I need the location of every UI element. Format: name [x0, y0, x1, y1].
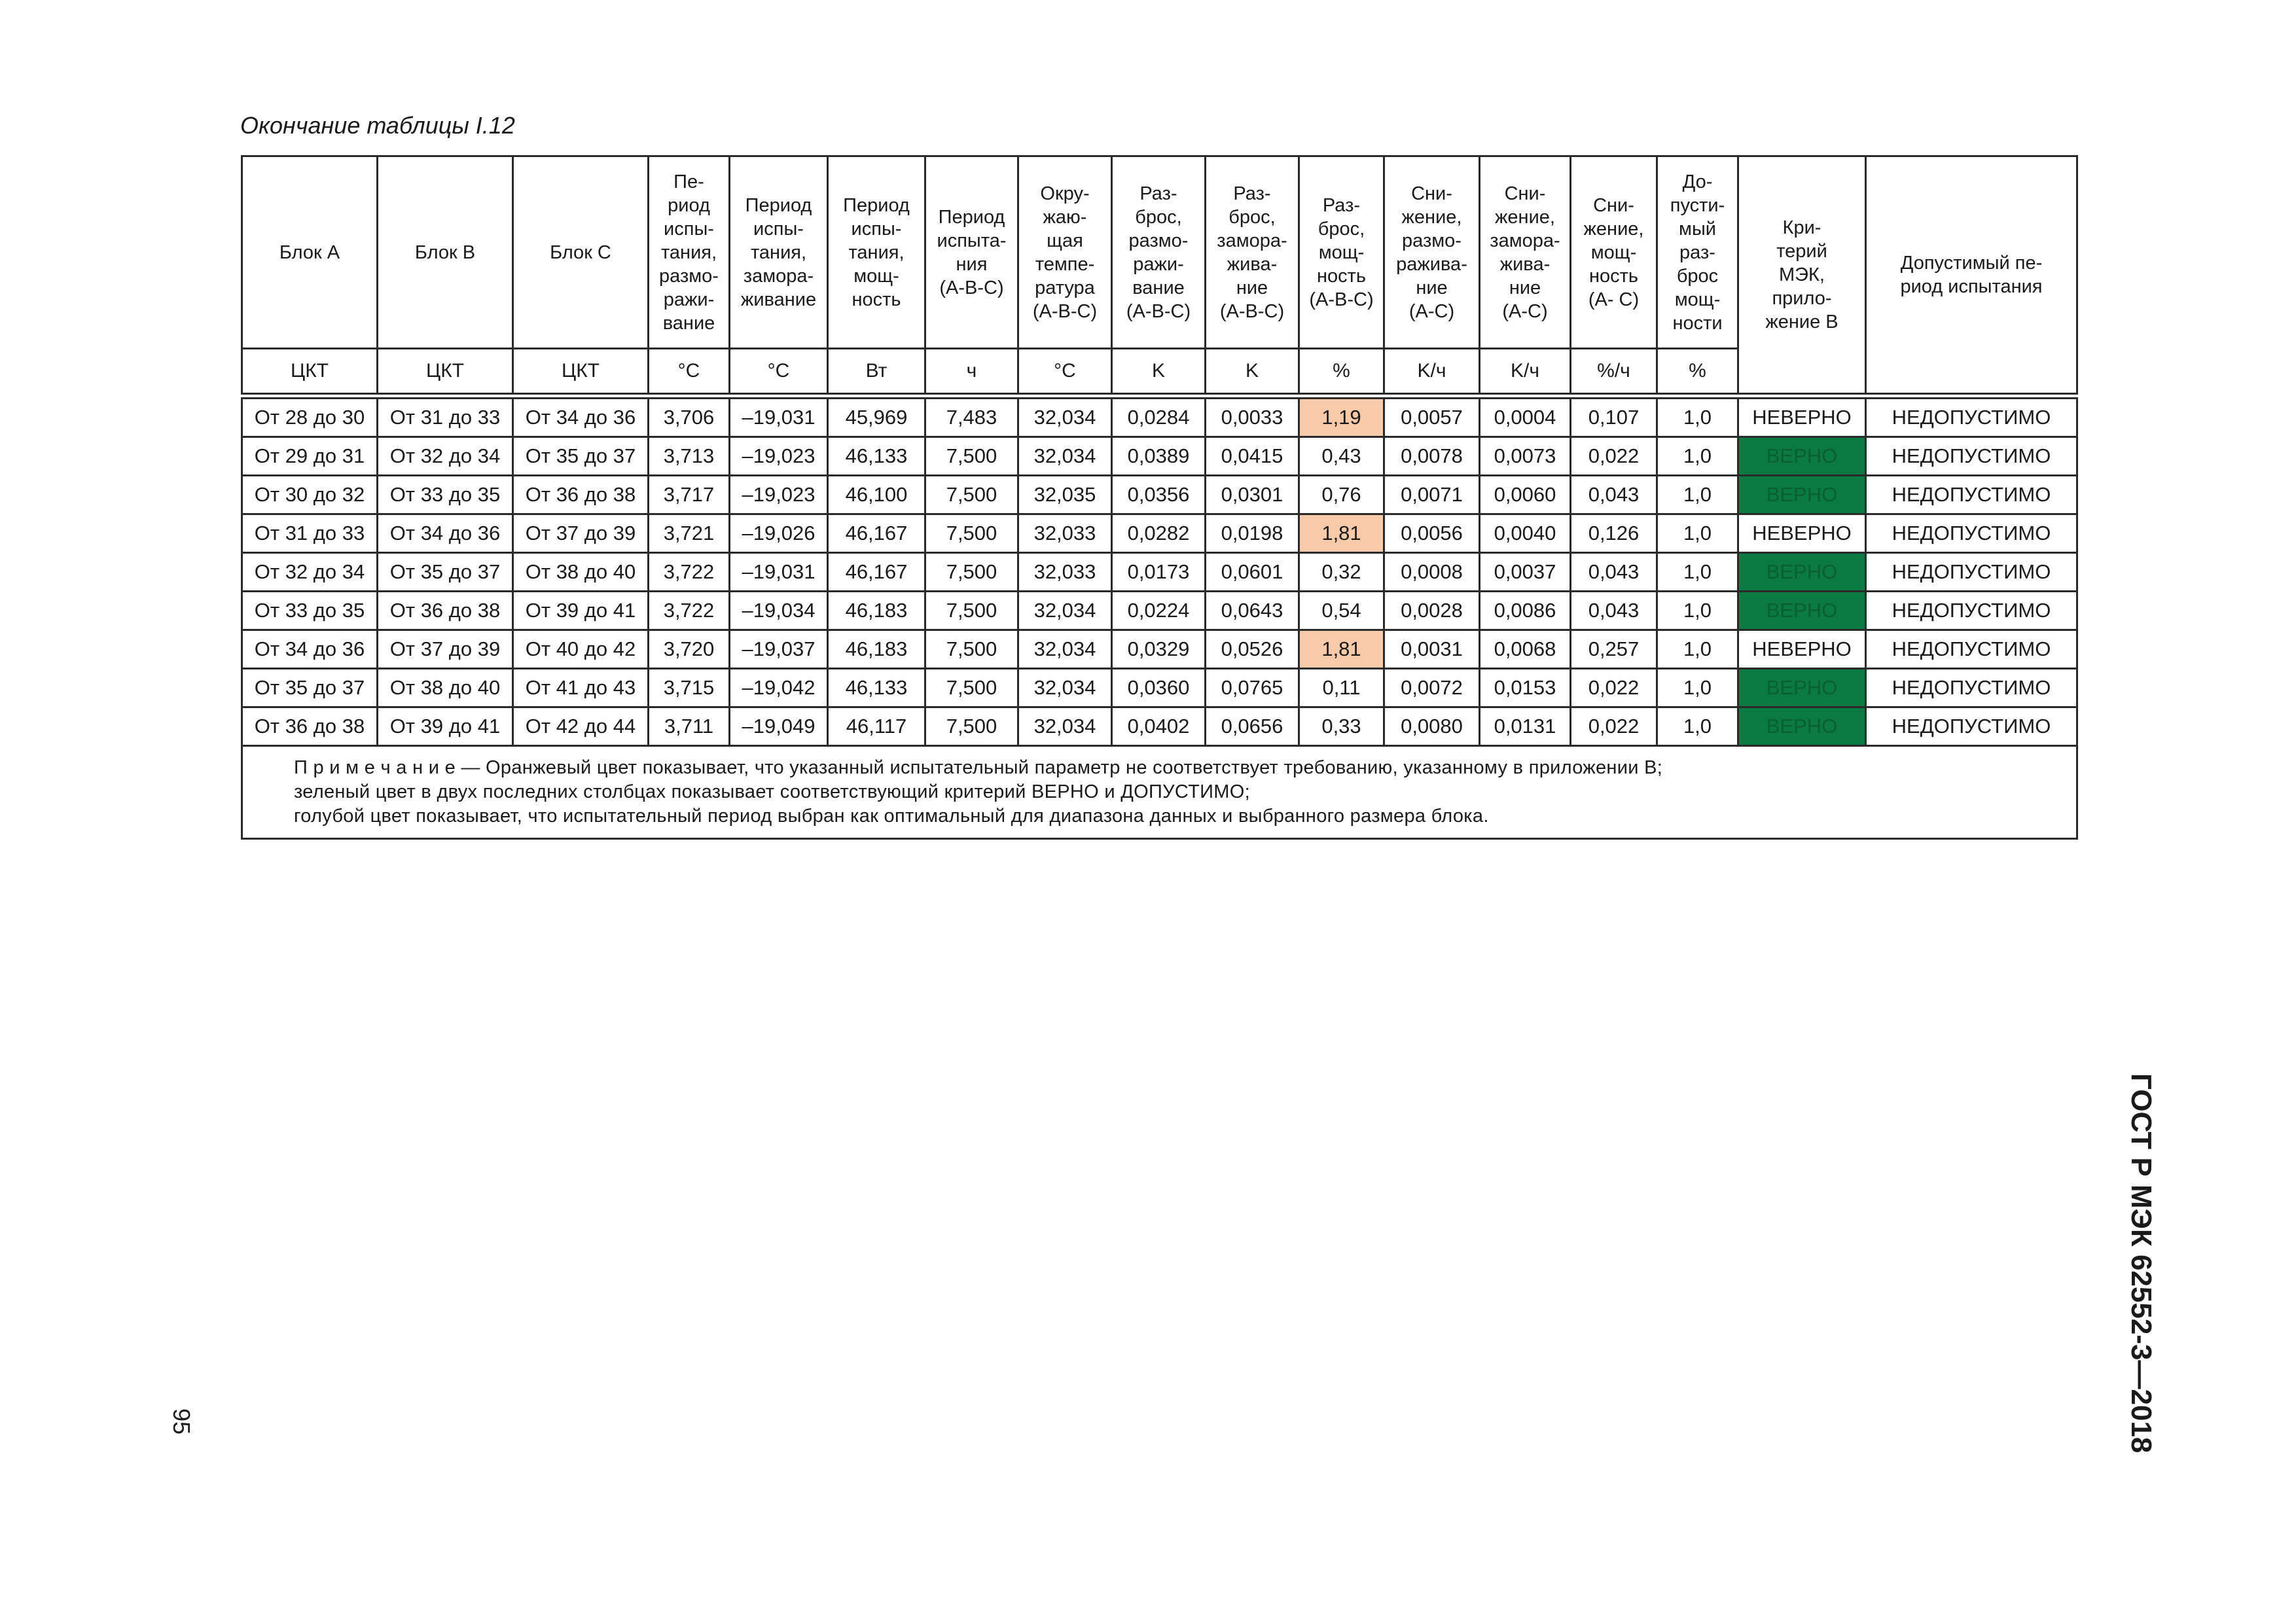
note-cell: [242, 746, 2077, 839]
table-cell: 1,0: [1657, 399, 1738, 437]
table-cell: ВЕРНО: [1738, 707, 1866, 746]
table-cell: 1,81: [1299, 630, 1384, 669]
table-cell: НЕДОПУСТИМО: [1866, 669, 2077, 707]
table-cell: 1,0: [1657, 669, 1738, 707]
table-cell: 1,81: [1299, 514, 1384, 553]
table-cell: 3,713: [649, 437, 730, 476]
unit-cell: ЦКТ: [242, 349, 378, 394]
table-cell: 7,500: [925, 630, 1018, 669]
table-cell: 0,0037: [1480, 553, 1571, 592]
table-cell: НЕДОПУСТИМО: [1866, 630, 2077, 669]
table-cell: ВЕРНО: [1738, 437, 1866, 476]
table-cell: От 41 до 43: [513, 669, 649, 707]
table-cell: –19,023: [730, 437, 828, 476]
header-cell: Допустимый пе- риод испытания: [1866, 156, 2077, 394]
header-cell: Блок C: [513, 156, 649, 349]
table-cell: 0,0301: [1206, 476, 1299, 514]
table-cell: 0,0033: [1206, 399, 1299, 437]
table-cell: От 34 до 36: [242, 630, 378, 669]
table-cell: От 28 до 30: [242, 399, 378, 437]
table-cell: 32,033: [1018, 553, 1112, 592]
unit-cell: %: [1657, 349, 1738, 394]
unit-cell: ЦКТ: [513, 349, 649, 394]
table-cell: От 35 до 37: [513, 437, 649, 476]
unit-cell: ч: [925, 349, 1018, 394]
table-cell: 0,54: [1299, 592, 1384, 630]
table-cell: 0,0086: [1480, 592, 1571, 630]
header-cell: Раз- брос, мощ- ность (A-B-C): [1299, 156, 1384, 349]
table-cell: 32,033: [1018, 514, 1112, 553]
table-cell: 0,0389: [1112, 437, 1206, 476]
table-cell: ВЕРНО: [1738, 476, 1866, 514]
table-cell: 0,126: [1571, 514, 1657, 553]
table-cell: 0,043: [1571, 592, 1657, 630]
table-cell: НЕВЕРНО: [1738, 630, 1866, 669]
table-cell: От 39 до 41: [378, 707, 513, 746]
table-cell: От 32 до 34: [378, 437, 513, 476]
table-cell: 46,117: [828, 707, 925, 746]
table-cell: 32,034: [1018, 399, 1112, 437]
table-cell: 0,0153: [1480, 669, 1571, 707]
table-cell: От 29 до 31: [242, 437, 378, 476]
table-cell: 0,0402: [1112, 707, 1206, 746]
table-cell: НЕДОПУСТИМО: [1866, 707, 2077, 746]
header-cell: До- пусти- мый раз- брос мощ- ности: [1657, 156, 1738, 349]
table-cell: 0,32: [1299, 553, 1384, 592]
table-cell: 7,483: [925, 399, 1018, 437]
header-cell: Сни- жение, замора- жива- ние (A-C): [1480, 156, 1571, 349]
table-cell: 3,722: [649, 592, 730, 630]
unit-cell: °C: [1018, 349, 1112, 394]
table-cell: 0,0004: [1480, 399, 1571, 437]
header-cell: Сни- жение, мощ- ность (A- C): [1571, 156, 1657, 349]
table-cell: 0,0073: [1480, 437, 1571, 476]
table-cell: 0,0071: [1384, 476, 1480, 514]
table-cell: 46,183: [828, 630, 925, 669]
unit-cell: K: [1112, 349, 1206, 394]
table-cell: 32,034: [1018, 630, 1112, 669]
table-cell: 46,133: [828, 437, 925, 476]
table-cell: От 34 до 36: [513, 399, 649, 437]
table-cell: ВЕРНО: [1738, 592, 1866, 630]
table-cell: От 38 до 40: [378, 669, 513, 707]
table-row: [242, 514, 2077, 553]
table-cell: От 42 до 44: [513, 707, 649, 746]
table-cell: 0,0072: [1384, 669, 1480, 707]
header-cell: Сни- жение, размо- ражива- ние (A-C): [1384, 156, 1480, 349]
table-cell: 3,715: [649, 669, 730, 707]
page-number: 95: [168, 1408, 195, 1435]
table-cell: 0,0356: [1112, 476, 1206, 514]
unit-cell: K/ч: [1384, 349, 1480, 394]
table-cell: 32,035: [1018, 476, 1112, 514]
table-cell: 32,034: [1018, 437, 1112, 476]
note-line-1: П р и м е ч а н и е — Оранжевый цвет показывает, что указанный испытательный параметр не соответствует требованию, указанному в приложении В;: [294, 757, 1663, 778]
table-cell: 1,0: [1657, 476, 1738, 514]
table-cell: НЕВЕРНО: [1738, 399, 1866, 437]
table-cell: 32,034: [1018, 592, 1112, 630]
table-cell: 0,0526: [1206, 630, 1299, 669]
table-cell: 0,0056: [1384, 514, 1480, 553]
unit-cell: K/ч: [1480, 349, 1571, 394]
header-row: [242, 156, 2077, 349]
table-cell: –19,042: [730, 669, 828, 707]
unit-cell: °C: [649, 349, 730, 394]
table-cell: 46,133: [828, 669, 925, 707]
table-cell: 0,33: [1299, 707, 1384, 746]
table-cell: 0,022: [1571, 707, 1657, 746]
table-cell: 0,0601: [1206, 553, 1299, 592]
table-cell: 0,043: [1571, 476, 1657, 514]
table-cell: 1,0: [1657, 514, 1738, 553]
table-cell: От 32 до 34: [242, 553, 378, 592]
table-cell: 0,0360: [1112, 669, 1206, 707]
table-row: [242, 630, 2077, 669]
table-cell: 0,0765: [1206, 669, 1299, 707]
table-cell: От 38 до 40: [513, 553, 649, 592]
table-cell: ВЕРНО: [1738, 669, 1866, 707]
table-cell: 0,76: [1299, 476, 1384, 514]
table-cell: 0,0329: [1112, 630, 1206, 669]
table-cell: От 36 до 38: [513, 476, 649, 514]
table-cell: 3,717: [649, 476, 730, 514]
table-cell: НЕДОПУСТИМО: [1866, 553, 2077, 592]
table-cell: 0,0131: [1480, 707, 1571, 746]
table-row: [242, 399, 2077, 437]
header-cell: Кри- терий МЭК, прило- жение B: [1738, 156, 1866, 394]
table-cell: 0,022: [1571, 669, 1657, 707]
table-cell: 0,0415: [1206, 437, 1299, 476]
table-cell: 7,500: [925, 707, 1018, 746]
table-cell: От 33 до 35: [378, 476, 513, 514]
table-cell: 46,167: [828, 514, 925, 553]
table-cell: 0,0031: [1384, 630, 1480, 669]
table-cell: 0,0173: [1112, 553, 1206, 592]
table-cell: От 35 до 37: [242, 669, 378, 707]
table-cell: 1,0: [1657, 553, 1738, 592]
table-cell: 0,0224: [1112, 592, 1206, 630]
table-cell: 7,500: [925, 514, 1018, 553]
table-cell: От 31 до 33: [378, 399, 513, 437]
table-cell: 0,0198: [1206, 514, 1299, 553]
table-cell: –19,049: [730, 707, 828, 746]
table-cell: 7,500: [925, 476, 1018, 514]
table-cell: От 35 до 37: [378, 553, 513, 592]
table-cell: 0,0656: [1206, 707, 1299, 746]
table-cell: 0,0643: [1206, 592, 1299, 630]
table-cell: НЕВЕРНО: [1738, 514, 1866, 553]
header-cell: Раз- брос, размо- ражи- вание (A-B-C): [1112, 156, 1206, 349]
table-cell: От 34 до 36: [378, 514, 513, 553]
table-cell: 1,19: [1299, 399, 1384, 437]
table-row: [242, 592, 2077, 630]
separator-line: [242, 394, 2077, 399]
header-cell: Блок B: [378, 156, 513, 349]
table-caption: Окончание таблицы I.12: [240, 112, 515, 139]
table-cell: –19,023: [730, 476, 828, 514]
table-cell: 32,034: [1018, 669, 1112, 707]
table-cell: 0,022: [1571, 437, 1657, 476]
table-cell: От 31 до 33: [242, 514, 378, 553]
table-cell: От 33 до 35: [242, 592, 378, 630]
table-cell: От 40 до 42: [513, 630, 649, 669]
table-cell: 0,43: [1299, 437, 1384, 476]
table-cell: От 30 до 32: [242, 476, 378, 514]
table-cell: 0,11: [1299, 669, 1384, 707]
table-cell: 0,043: [1571, 553, 1657, 592]
table-cell: 7,500: [925, 553, 1018, 592]
table-cell: НЕДОПУСТИМО: [1866, 514, 2077, 553]
table-cell: –19,031: [730, 399, 828, 437]
table-cell: 1,0: [1657, 437, 1738, 476]
table-cell: От 36 до 38: [378, 592, 513, 630]
table-cell: 3,706: [649, 399, 730, 437]
results-table: [241, 155, 2078, 840]
table-cell: 0,0078: [1384, 437, 1480, 476]
unit-cell: %/ч: [1571, 349, 1657, 394]
table-cell: 32,034: [1018, 707, 1112, 746]
note-line-3: голубой цвет показывает, что испытательный период выбран как оптимальный для диапазона данных и выбранного размера блока.: [294, 806, 1489, 827]
table-cell: 0,0057: [1384, 399, 1480, 437]
table-row: [242, 437, 2077, 476]
table-cell: 3,722: [649, 553, 730, 592]
header-cell: Период испыта- ния (A-B-C): [925, 156, 1018, 349]
table-cell: 3,720: [649, 630, 730, 669]
unit-cell: °C: [730, 349, 828, 394]
table-cell: –19,031: [730, 553, 828, 592]
note-line-2: зеленый цвет в двух последних столбцах показывает соответствующий критерий ВЕРНО и ДОПУСТИМО;: [294, 781, 1250, 802]
table-cell: От 36 до 38: [242, 707, 378, 746]
table-cell: 0,257: [1571, 630, 1657, 669]
table-cell: 1,0: [1657, 707, 1738, 746]
table-cell: 7,500: [925, 669, 1018, 707]
table-body: [242, 399, 2077, 746]
table-cell: НЕДОПУСТИМО: [1866, 476, 2077, 514]
table-cell: НЕДОПУСТИМО: [1866, 399, 2077, 437]
table-cell: 7,500: [925, 437, 1018, 476]
header-cell: Окру- жаю- щая темпе- ратура (A-B-C): [1018, 156, 1112, 349]
table-cell: От 37 до 39: [513, 514, 649, 553]
table-cell: 46,167: [828, 553, 925, 592]
table-cell: 0,0068: [1480, 630, 1571, 669]
header-cell: Период испы- тания, мощ- ность: [828, 156, 925, 349]
table-cell: 0,0028: [1384, 592, 1480, 630]
header-cell: Пе- риод испы- тания, размо- ражи- вание: [649, 156, 730, 349]
table-cell: От 37 до 39: [378, 630, 513, 669]
table-cell: От 39 до 41: [513, 592, 649, 630]
table-row: [242, 669, 2077, 707]
table-cell: –19,026: [730, 514, 828, 553]
table-cell: –19,034: [730, 592, 828, 630]
table-cell: 1,0: [1657, 592, 1738, 630]
table-row: [242, 476, 2077, 514]
table-cell: 3,721: [649, 514, 730, 553]
header-cell: Блок A: [242, 156, 378, 349]
table-cell: 0,0284: [1112, 399, 1206, 437]
table-row: [242, 553, 2077, 592]
table-cell: НЕДОПУСТИМО: [1866, 437, 2077, 476]
note-row: [242, 746, 2077, 839]
unit-cell: %: [1299, 349, 1384, 394]
table-cell: 0,107: [1571, 399, 1657, 437]
table-cell: 0,0040: [1480, 514, 1571, 553]
header-cell: Период испы- тания, замора- живание: [730, 156, 828, 349]
unit-cell: ЦКТ: [378, 349, 513, 394]
header-cell: Раз- брос, замора- жива- ние (A-B-C): [1206, 156, 1299, 349]
table-cell: 7,500: [925, 592, 1018, 630]
table-row: [242, 707, 2077, 746]
table-cell: НЕДОПУСТИМО: [1866, 592, 2077, 630]
table-cell: 46,100: [828, 476, 925, 514]
table-cell: 0,0060: [1480, 476, 1571, 514]
table-cell: ВЕРНО: [1738, 553, 1866, 592]
table-cell: 46,183: [828, 592, 925, 630]
header-separator: [242, 394, 2077, 399]
table-cell: 0,0008: [1384, 553, 1480, 592]
table-cell: –19,037: [730, 630, 828, 669]
table-cell: 45,969: [828, 399, 925, 437]
table-cell: 0,0080: [1384, 707, 1480, 746]
document-code: ГОСТ Р МЭК 62552-3—2018: [2125, 1073, 2157, 1454]
table-cell: 0,0282: [1112, 514, 1206, 553]
table-cell: 3,711: [649, 707, 730, 746]
unit-cell: K: [1206, 349, 1299, 394]
unit-cell: Вт: [828, 349, 925, 394]
table-cell: 1,0: [1657, 630, 1738, 669]
